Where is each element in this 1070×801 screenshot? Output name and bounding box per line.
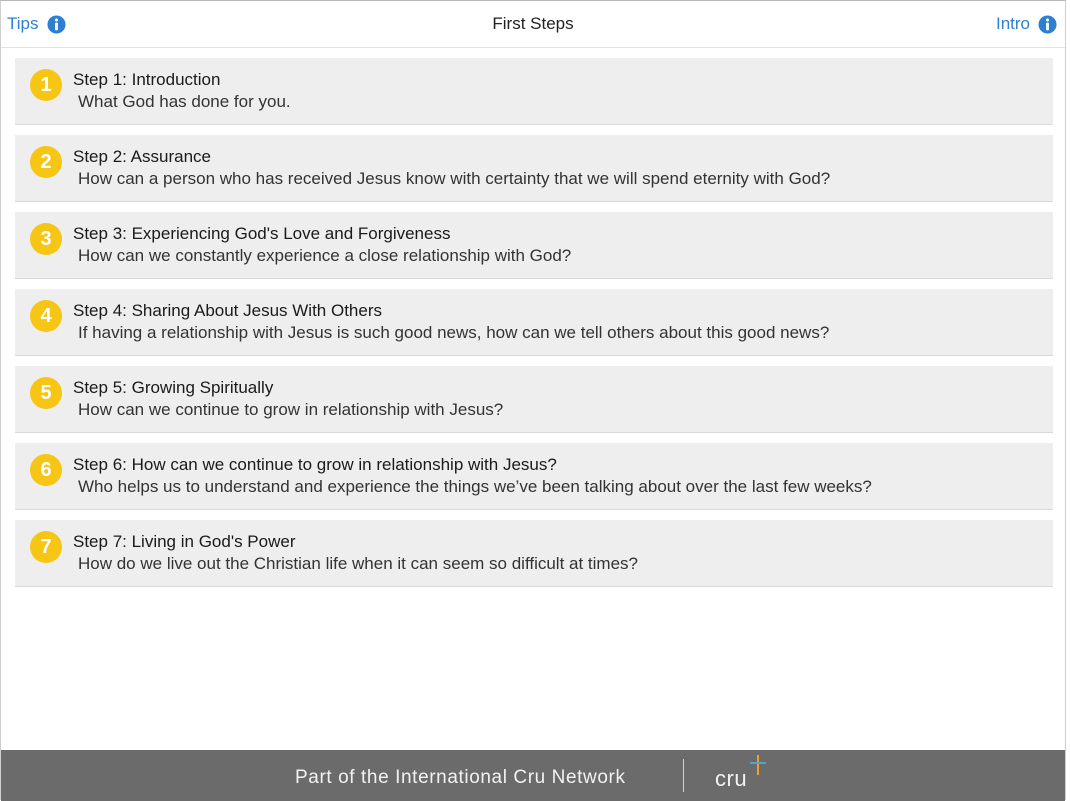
step-title: Step 1: Introduction [73,70,221,89]
step-description: How can we constantly experience a close relationship with God? [78,246,572,265]
step-title: Step 7: Living in God's Power [73,532,296,551]
step-number-badge: 4 [30,300,62,332]
step-number-badge: 1 [30,69,62,101]
step-description: How can we continue to grow in relationship with Jesus? [78,400,504,419]
step-item-1[interactable] [15,58,1053,125]
info-icon [1038,15,1057,34]
step-description: How can a person who has received Jesus know with certainty that we will spend eternity with God? [78,169,831,188]
step-number-badge: 2 [30,146,62,178]
step-title: Step 6: How can we continue to grow in relationship with Jesus? [73,455,557,474]
step-title: Step 2: Assurance [73,147,211,166]
step-number-badge: 7 [30,531,62,563]
step-number-badge: 5 [30,377,62,409]
step-title: Step 4: Sharing About Jesus With Others [73,301,382,320]
step-number-badge: 6 [30,454,62,486]
step-item-4[interactable] [15,289,1053,356]
step-description: Who helps us to understand and experience the things we’ve been talking about over the last few weeks? [78,477,872,496]
step-item-5[interactable] [15,366,1053,433]
cru-logo[interactable] [715,754,775,796]
tips-label: Tips [7,14,39,33]
network-text: Part of the International Cru Network [295,767,626,788]
step-item-3[interactable] [15,212,1053,279]
step-title: Step 3: Experiencing God's Love and Forgiveness [73,224,451,243]
cross-icon [715,754,775,796]
step-item-6[interactable] [15,443,1053,510]
step-item-7[interactable] [15,520,1053,587]
step-title: Step 5: Growing Spiritually [73,378,274,397]
cru-logo-text: cru [715,766,748,791]
step-item-2[interactable] [15,135,1053,202]
page-title: First Steps [492,14,574,33]
steps-list [15,58,1053,597]
intro-link[interactable] [996,14,1057,34]
step-number-badge: 3 [30,223,62,255]
step-description: If having a relationship with Jesus is such good news, how can we tell others about this good news? [78,323,830,342]
footer-bar [1,750,1065,801]
step-description: How do we live out the Christian life when it can seem so difficult at times? [78,554,639,573]
footer-divider [683,759,684,792]
header-bar [1,1,1065,48]
step-description: What God has done for you. [78,92,291,111]
intro-label: Intro [995,14,1030,33]
